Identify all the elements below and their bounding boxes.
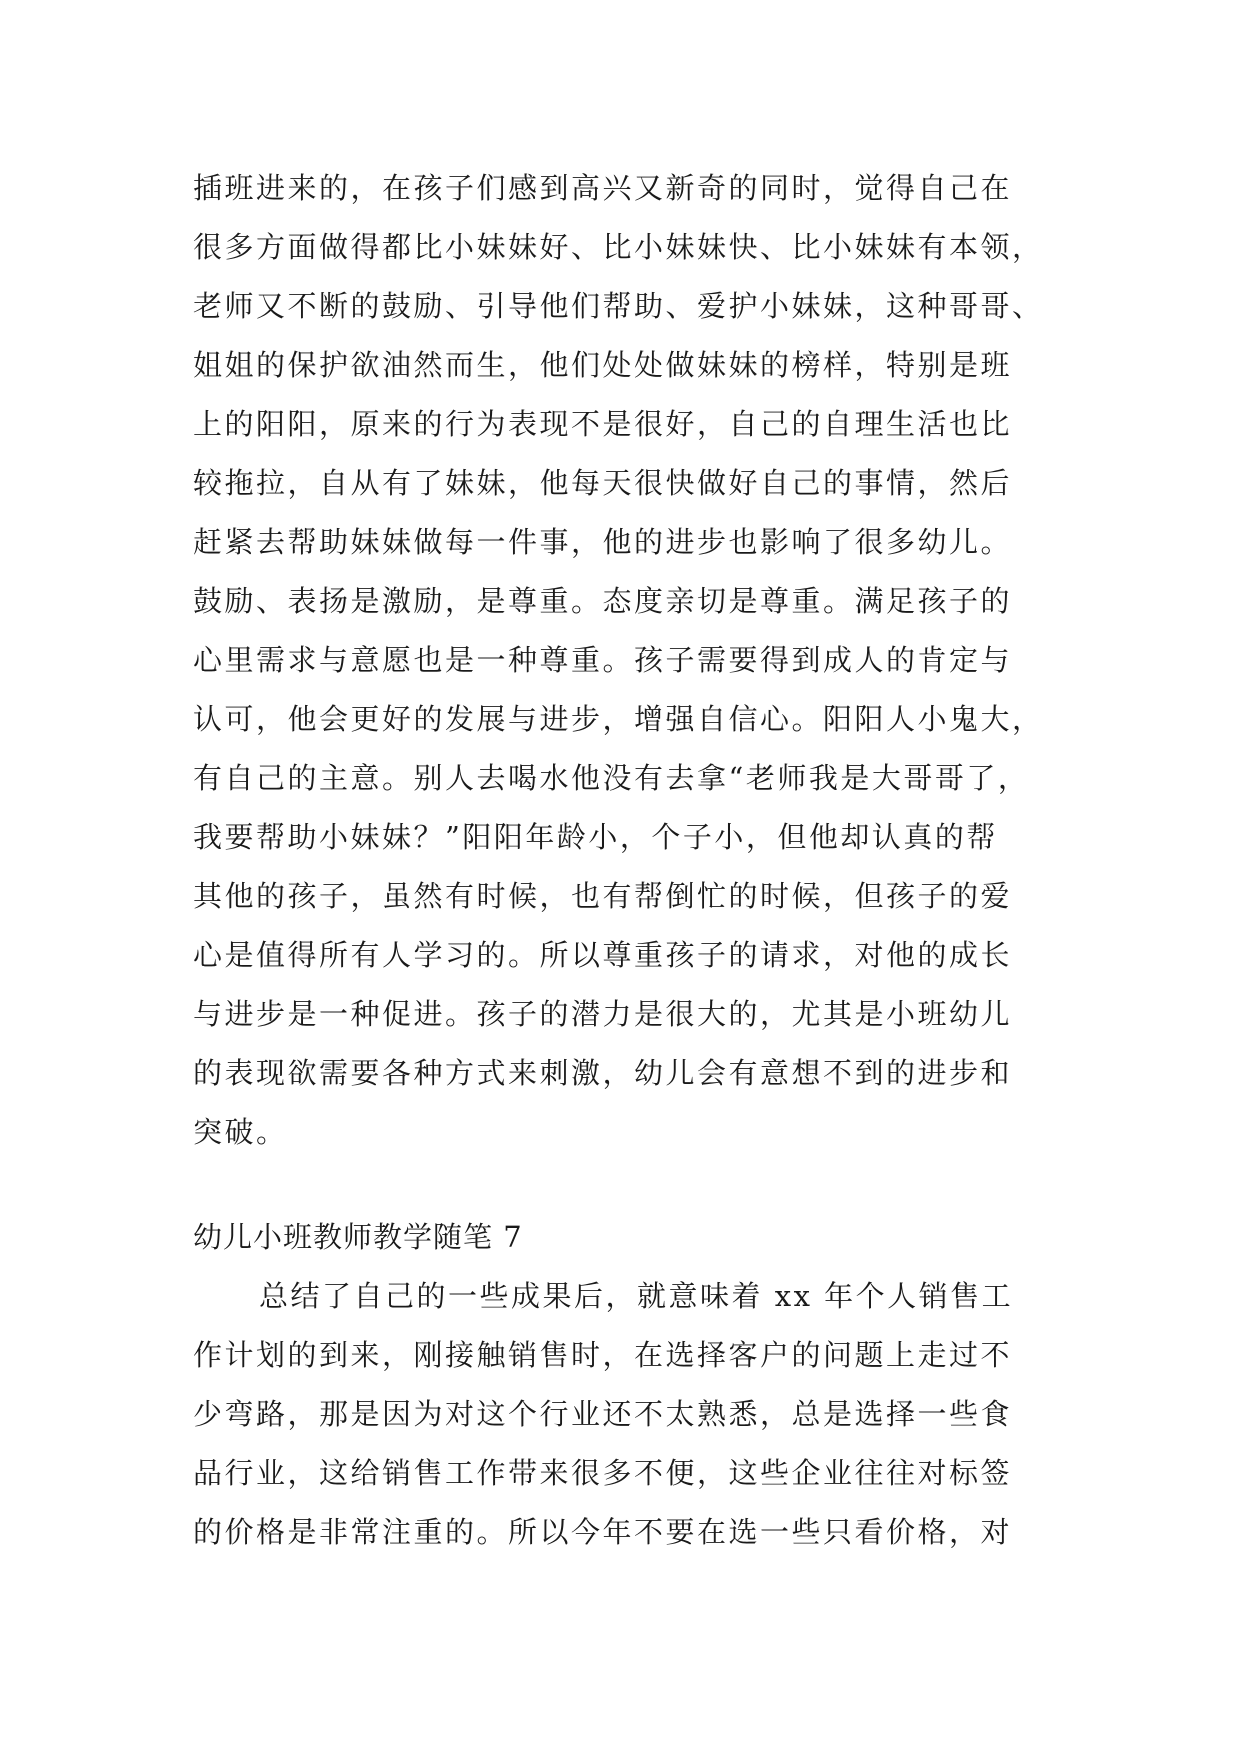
paragraph-line: 认可，他会更好的发展与进步，增强自信心。阳阳人小鬼大，	[193, 702, 1044, 736]
paragraph-line: 上的阳阳，原来的行为表现不是很好，自己的自理生活也比	[193, 407, 1013, 441]
paragraph-line: 其他的孩子，虽然有时候，也有帮倒忙的时候，但孩子的爱	[193, 879, 1013, 913]
paragraph-line: 心里需求与意愿也是一种尊重。孩子需要得到成人的肯定与	[193, 643, 1013, 677]
paragraph-line: 赶紧去帮助妹妹做每一件事，他的进步也影响了很多幼儿。	[193, 525, 1013, 559]
paragraph-line: 很多方面做得都比小妹妹好、比小妹妹快、比小妹妹有本领，	[193, 230, 1044, 264]
section-title: 幼儿小班教师教学随笔 7	[193, 1220, 523, 1254]
paragraph-line: 有自己的主意。别人去喝水他没有去拿“老师我是大哥哥了，	[193, 761, 1030, 795]
paragraph-line: 插班进来的，在孩子们感到高兴又新奇的同时，觉得自己在	[193, 171, 1013, 205]
paragraph-line: 突破。	[193, 1115, 288, 1149]
paragraph-line: 的表现欲需要各种方式来刺激，幼儿会有意想不到的进步和	[193, 1056, 1013, 1090]
paragraph-line: 与进步是一种促进。孩子的潜力是很大的，尤其是小班幼儿	[193, 997, 1013, 1031]
paragraph-line: 的价格是非常注重的。所以今年不要在选一些只看价格，对	[193, 1515, 1013, 1549]
paragraph-line: 我要帮助小妹妹？”阳阳年龄小，个子小，但他却认真的帮	[193, 820, 998, 854]
paragraph-line: 鼓励、表扬是激励，是尊重。态度亲切是尊重。满足孩子的	[193, 584, 1013, 618]
paragraph-line: 少弯路，那是因为对这个行业还不太熟悉，总是选择一些食	[193, 1397, 1013, 1431]
paragraph-line: 姐姐的保护欲油然而生，他们处处做妹妹的榜样，特别是班	[193, 348, 1013, 382]
paragraph-line: 品行业，这给销售工作带来很多不便，这些企业往往对标签	[193, 1456, 1013, 1490]
paragraph-line: 心是值得所有人学习的。所以尊重孩子的请求，对他的成长	[193, 938, 1013, 972]
paragraph-line: 老师又不断的鼓励、引导他们帮助、爱护小妹妹，这种哥哥、	[193, 289, 1044, 323]
paragraph-line: 总结了自己的一些成果后，就意味着 xx 年个人销售工	[259, 1279, 1014, 1313]
paragraph-line: 较拖拉，自从有了妹妹，他每天很快做好自己的事情，然后	[193, 466, 1013, 500]
paragraph-line: 作计划的到来，刚接触销售时，在选择客户的问题上走过不	[193, 1338, 1013, 1372]
